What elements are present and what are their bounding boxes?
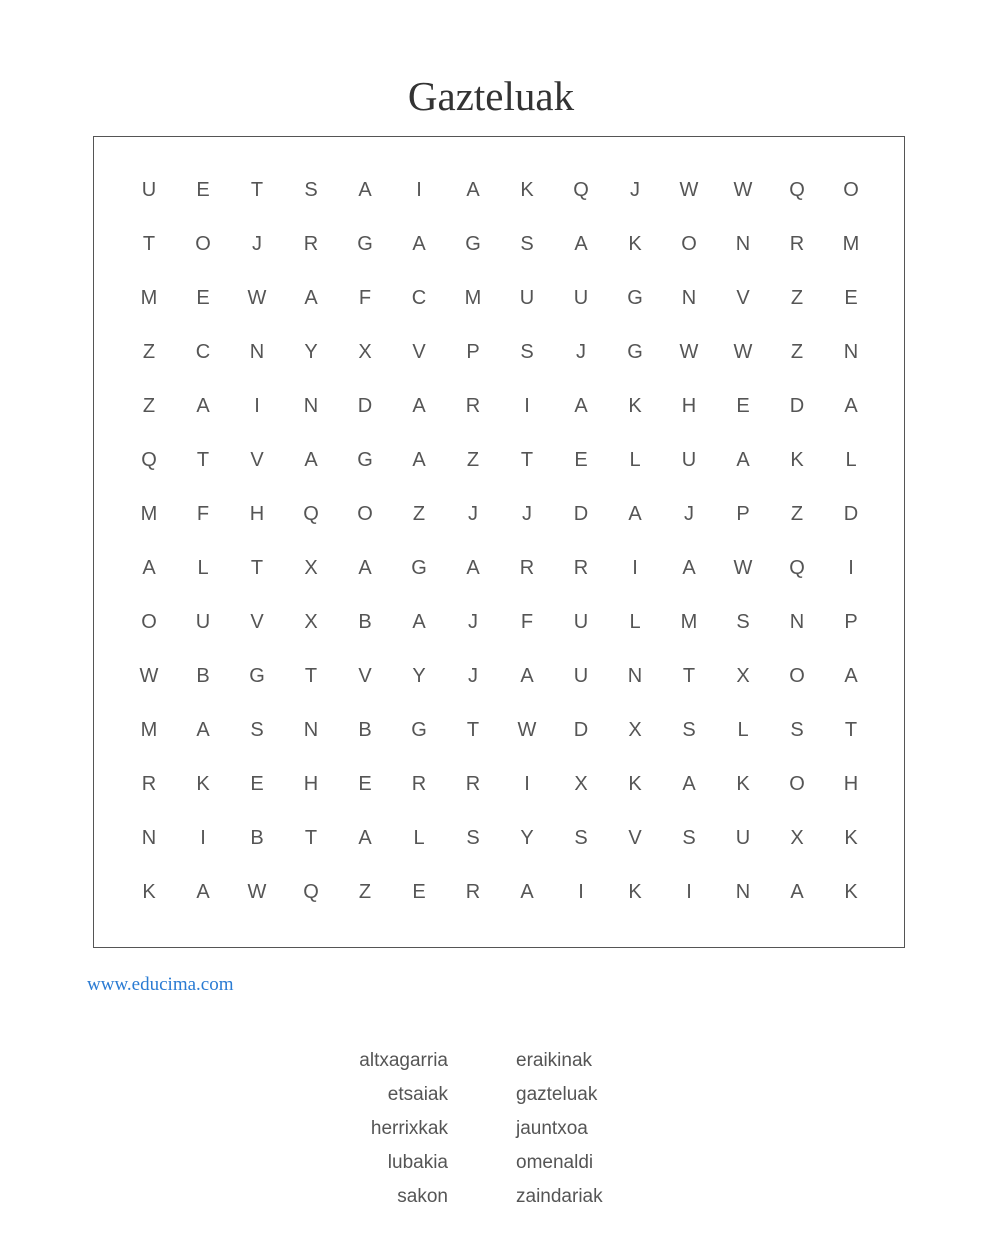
- grid-cell[interactable]: W: [679, 340, 699, 363]
- grid-cell[interactable]: Z: [358, 880, 372, 903]
- grid-cell[interactable]: L: [629, 610, 641, 633]
- grid-cell[interactable]: H: [303, 772, 319, 795]
- grid-cell[interactable]: F: [196, 502, 210, 525]
- grid-cell[interactable]: N: [249, 340, 265, 363]
- grid-cell[interactable]: J: [684, 502, 694, 525]
- grid-cell[interactable]: Q: [789, 556, 805, 579]
- grid-cell[interactable]: X: [358, 340, 372, 363]
- grid-cell[interactable]: G: [465, 232, 481, 255]
- grid-cell[interactable]: A: [358, 178, 372, 201]
- grid-cell[interactable]: S: [790, 718, 804, 741]
- grid-cell[interactable]: E: [574, 448, 588, 471]
- grid-cell[interactable]: A: [412, 232, 426, 255]
- grid-cell[interactable]: R: [303, 232, 319, 255]
- grid-cell[interactable]: J: [576, 340, 586, 363]
- grid-cell[interactable]: O: [789, 772, 805, 795]
- grid-cell[interactable]: G: [627, 286, 643, 309]
- grid-cell[interactable]: L: [629, 448, 641, 471]
- grid-cell[interactable]: W: [733, 340, 753, 363]
- grid-cell[interactable]: W: [517, 718, 537, 741]
- grid-cell[interactable]: T: [250, 556, 264, 579]
- grid-cell[interactable]: Q: [303, 502, 319, 525]
- grid-cell[interactable]: E: [844, 286, 858, 309]
- word-search-grid: [122, 163, 878, 919]
- grid-cell[interactable]: N: [735, 232, 751, 255]
- grid-cell[interactable]: D: [573, 502, 589, 525]
- grid-cell[interactable]: A: [304, 448, 318, 471]
- grid-cell[interactable]: A: [412, 610, 426, 633]
- grid-cell[interactable]: A: [142, 556, 156, 579]
- grid-cell[interactable]: U: [573, 610, 589, 633]
- grid-cell[interactable]: W: [679, 178, 699, 201]
- grid-cell[interactable]: X: [736, 664, 750, 687]
- grid-cell[interactable]: M: [140, 502, 158, 525]
- grid-cell[interactable]: J: [468, 664, 478, 687]
- grid-cell[interactable]: R: [519, 556, 535, 579]
- grid-cell[interactable]: T: [844, 718, 858, 741]
- grid-cell[interactable]: M: [140, 286, 158, 309]
- grid-cell[interactable]: Q: [573, 178, 589, 201]
- grid-cell[interactable]: A: [196, 880, 210, 903]
- word-list-item: altxagarria: [359, 1050, 448, 1071]
- grid-cell[interactable]: G: [249, 664, 265, 687]
- grid-cell[interactable]: N: [681, 286, 697, 309]
- grid-cell[interactable]: K: [844, 826, 858, 849]
- grid-cell[interactable]: C: [195, 340, 211, 363]
- word-list-item: lubakia: [387, 1152, 448, 1173]
- grid-cell[interactable]: I: [524, 394, 530, 417]
- grid-cell[interactable]: F: [520, 610, 534, 633]
- grid-cell[interactable]: T: [466, 718, 480, 741]
- grid-cell[interactable]: T: [304, 826, 318, 849]
- word-list-item: omenaldi: [516, 1152, 594, 1173]
- grid-cell[interactable]: H: [249, 502, 265, 525]
- grid-cell[interactable]: M: [680, 610, 698, 633]
- grid-cell[interactable]: J: [468, 502, 478, 525]
- grid-cell[interactable]: H: [681, 394, 697, 417]
- grid-cell[interactable]: D: [843, 502, 859, 525]
- grid-cell[interactable]: E: [196, 286, 210, 309]
- grid-cell[interactable]: Z: [790, 502, 804, 525]
- grid-cell[interactable]: R: [465, 880, 481, 903]
- grid-cell[interactable]: G: [627, 340, 643, 363]
- grid-cell[interactable]: A: [844, 394, 858, 417]
- grid-cell[interactable]: K: [790, 448, 804, 471]
- grid-cell[interactable]: Q: [141, 448, 157, 471]
- grid-cell[interactable]: Z: [466, 448, 480, 471]
- grid-cell[interactable]: V: [250, 448, 264, 471]
- grid-cell[interactable]: U: [573, 286, 589, 309]
- grid-cell[interactable]: W: [247, 286, 267, 309]
- grid-cell[interactable]: S: [304, 178, 318, 201]
- grid-cell[interactable]: T: [196, 448, 210, 471]
- grid-cell[interactable]: G: [411, 718, 427, 741]
- grid-cell[interactable]: E: [196, 178, 210, 201]
- grid-cell[interactable]: V: [736, 286, 750, 309]
- grid-cell[interactable]: O: [789, 664, 805, 687]
- grid-cell[interactable]: D: [789, 394, 805, 417]
- word-list-item: jauntxoa: [516, 1118, 588, 1139]
- grid-cell[interactable]: U: [735, 826, 751, 849]
- grid-cell[interactable]: T: [304, 664, 318, 687]
- grid-cell[interactable]: O: [843, 178, 859, 201]
- grid-cell[interactable]: V: [250, 610, 264, 633]
- grid-cell[interactable]: I: [254, 394, 260, 417]
- grid-cell[interactable]: M: [464, 286, 482, 309]
- grid-cell[interactable]: W: [139, 664, 159, 687]
- grid-cell[interactable]: A: [844, 664, 858, 687]
- grid-cell[interactable]: V: [628, 826, 642, 849]
- grid-cell[interactable]: P: [466, 340, 480, 363]
- grid-cell[interactable]: K: [628, 232, 642, 255]
- grid-cell[interactable]: Q: [303, 880, 319, 903]
- grid-cell[interactable]: Z: [142, 394, 156, 417]
- grid-cell[interactable]: S: [574, 826, 588, 849]
- grid-cell[interactable]: O: [681, 232, 697, 255]
- grid-cell[interactable]: A: [412, 448, 426, 471]
- grid-cell[interactable]: A: [466, 178, 480, 201]
- grid-cell[interactable]: K: [520, 178, 534, 201]
- grid-cell[interactable]: K: [628, 880, 642, 903]
- grid-cell[interactable]: S: [682, 826, 696, 849]
- grid-cell[interactable]: A: [520, 880, 534, 903]
- grid-cell[interactable]: U: [573, 664, 589, 687]
- grid-cell[interactable]: W: [733, 556, 753, 579]
- grid-cell[interactable]: N: [141, 826, 157, 849]
- grid-cell[interactable]: N: [303, 718, 319, 741]
- grid-cell[interactable]: J: [468, 610, 478, 633]
- grid-cell[interactable]: N: [735, 880, 751, 903]
- grid-cell[interactable]: Y: [520, 826, 534, 849]
- grid-cell[interactable]: S: [520, 232, 534, 255]
- grid-cell[interactable]: S: [250, 718, 264, 741]
- word-list-item: etsaiak: [387, 1084, 448, 1105]
- grid-cell[interactable]: U: [195, 610, 211, 633]
- grid-cell[interactable]: A: [466, 556, 480, 579]
- grid-cell[interactable]: K: [628, 772, 642, 795]
- grid-cell[interactable]: G: [357, 448, 373, 471]
- grid-cell[interactable]: L: [413, 826, 425, 849]
- grid-cell[interactable]: S: [736, 610, 750, 633]
- page-title: Gazteluak: [407, 73, 575, 119]
- word-list-item: herrixkak: [370, 1118, 448, 1139]
- grid-cell[interactable]: X: [574, 772, 588, 795]
- grid-cell[interactable]: V: [412, 340, 426, 363]
- grid-cell[interactable]: G: [411, 556, 427, 579]
- grid-cell[interactable]: K: [736, 772, 750, 795]
- grid-cell[interactable]: Z: [790, 286, 804, 309]
- grid-cell[interactable]: R: [465, 394, 481, 417]
- grid-cell[interactable]: L: [845, 448, 857, 471]
- educima-link[interactable]: www.educima.com: [87, 974, 234, 995]
- grid-cell[interactable]: A: [574, 232, 588, 255]
- grid-cell[interactable]: I: [686, 880, 692, 903]
- grid-cell[interactable]: E: [412, 880, 426, 903]
- grid-cell[interactable]: N: [627, 664, 643, 687]
- grid-cell[interactable]: W: [247, 880, 267, 903]
- grid-cell[interactable]: J: [630, 178, 640, 201]
- grid-cell[interactable]: J: [252, 232, 262, 255]
- grid-cell[interactable]: A: [790, 880, 804, 903]
- grid-cell[interactable]: E: [736, 394, 750, 417]
- grid-cell[interactable]: S: [520, 340, 534, 363]
- grid-cell[interactable]: H: [843, 772, 859, 795]
- grid-cell[interactable]: A: [304, 286, 318, 309]
- grid-cell[interactable]: T: [250, 178, 264, 201]
- grid-cell[interactable]: P: [844, 610, 858, 633]
- grid-cell[interactable]: M: [140, 718, 158, 741]
- grid-cell[interactable]: T: [682, 664, 696, 687]
- grid-cell[interactable]: K: [196, 772, 210, 795]
- grid-cell[interactable]: S: [682, 718, 696, 741]
- grid-cell[interactable]: N: [789, 610, 805, 633]
- grid-cell[interactable]: O: [141, 610, 157, 633]
- grid-cell[interactable]: R: [465, 772, 481, 795]
- grid-cell[interactable]: N: [303, 394, 319, 417]
- grid-cell[interactable]: X: [790, 826, 804, 849]
- grid-cell[interactable]: R: [411, 772, 427, 795]
- grid-cell[interactable]: A: [682, 556, 696, 579]
- grid-cell[interactable]: A: [520, 664, 534, 687]
- grid-cell[interactable]: I: [578, 880, 584, 903]
- grid-cell[interactable]: L: [737, 718, 749, 741]
- word-list-right: [516, 1044, 716, 1214]
- grid-cell[interactable]: K: [844, 880, 858, 903]
- grid-cell[interactable]: Z: [142, 340, 156, 363]
- grid-cell[interactable]: Z: [790, 340, 804, 363]
- grid-cell[interactable]: X: [304, 610, 318, 633]
- grid-cell[interactable]: N: [843, 340, 859, 363]
- grid-cell[interactable]: U: [519, 286, 535, 309]
- grid-cell[interactable]: W: [733, 178, 753, 201]
- grid-cell[interactable]: Q: [789, 178, 805, 201]
- grid-cell[interactable]: R: [789, 232, 805, 255]
- grid-cell[interactable]: A: [736, 448, 750, 471]
- grid-cell[interactable]: B: [196, 664, 210, 687]
- grid-cell[interactable]: O: [357, 502, 373, 525]
- grid-cell[interactable]: E: [250, 772, 264, 795]
- word-list-item: eraikinak: [516, 1050, 593, 1071]
- grid-cell[interactable]: I: [416, 178, 422, 201]
- grid-cell[interactable]: Y: [412, 664, 426, 687]
- grid-cell[interactable]: U: [681, 448, 697, 471]
- grid-cell[interactable]: A: [628, 502, 642, 525]
- grid-cell[interactable]: A: [574, 394, 588, 417]
- grid-cell[interactable]: D: [357, 394, 373, 417]
- word-search-grid-frame: [93, 136, 905, 948]
- grid-cell[interactable]: I: [632, 556, 638, 579]
- word-list-item: sakon: [397, 1186, 448, 1207]
- grid-cell[interactable]: J: [522, 502, 532, 525]
- grid-cell[interactable]: A: [358, 556, 372, 579]
- grid-cell[interactable]: A: [196, 394, 210, 417]
- grid-cell[interactable]: B: [358, 718, 372, 741]
- grid-cell[interactable]: E: [358, 772, 372, 795]
- grid-cell[interactable]: D: [573, 718, 589, 741]
- grid-cell[interactable]: T: [520, 448, 534, 471]
- grid-cell[interactable]: R: [141, 772, 157, 795]
- grid-cell[interactable]: K: [628, 394, 642, 417]
- word-list-left: [280, 1044, 448, 1214]
- word-list-item: zaindariak: [516, 1186, 603, 1207]
- grid-cell[interactable]: U: [141, 178, 157, 201]
- grid-cell[interactable]: R: [573, 556, 589, 579]
- grid-cell[interactable]: M: [842, 232, 860, 255]
- grid-cell[interactable]: A: [358, 826, 372, 849]
- grid-cell[interactable]: A: [196, 718, 210, 741]
- grid-cell[interactable]: F: [358, 286, 372, 309]
- grid-cell[interactable]: V: [358, 664, 372, 687]
- grid-cell[interactable]: P: [736, 502, 750, 525]
- grid-cell[interactable]: L: [197, 556, 209, 579]
- grid-cell[interactable]: Z: [412, 502, 426, 525]
- grid-cell[interactable]: I: [848, 556, 854, 579]
- grid-cell[interactable]: T: [142, 232, 156, 255]
- grid-cell[interactable]: X: [304, 556, 318, 579]
- grid-cell[interactable]: A: [682, 772, 696, 795]
- grid-cell[interactable]: K: [142, 880, 156, 903]
- word-list-item: gazteluak: [516, 1084, 598, 1105]
- grid-cell[interactable]: O: [195, 232, 211, 255]
- grid-cell[interactable]: G: [357, 232, 373, 255]
- grid-cell[interactable]: B: [358, 610, 372, 633]
- grid-cell[interactable]: C: [411, 286, 427, 309]
- grid-cell[interactable]: X: [628, 718, 642, 741]
- grid-cell[interactable]: Y: [304, 340, 318, 363]
- grid-cell[interactable]: I: [524, 772, 530, 795]
- grid-cell[interactable]: B: [250, 826, 264, 849]
- grid-cell[interactable]: A: [412, 394, 426, 417]
- grid-cell[interactable]: I: [200, 826, 206, 849]
- grid-cell[interactable]: S: [466, 826, 480, 849]
